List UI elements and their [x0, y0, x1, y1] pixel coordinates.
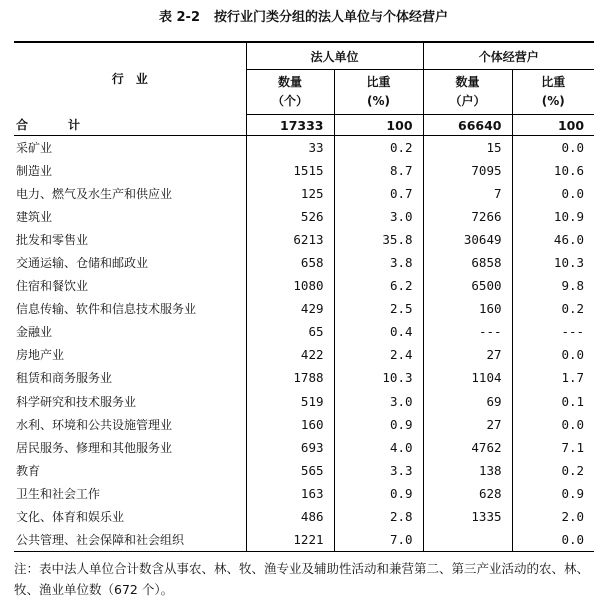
header-individual-share: 比重 (%)	[512, 70, 594, 115]
industry-name-cell: 水利、环境和公共设施管理业	[16, 417, 173, 432]
individual-share-cell: 0.0	[512, 343, 594, 366]
total-legal-share: 100	[334, 115, 423, 136]
header-legal-share: 比重 (%)	[334, 70, 423, 115]
individual-share-cell: 1.7	[512, 366, 594, 389]
legal-share-cell: 0.2	[334, 136, 423, 159]
legal-share-cell: 8.7	[334, 159, 423, 182]
table-row	[14, 228, 594, 251]
legal-share-cell: 3.0	[334, 390, 423, 413]
legal-share-cell: 2.8	[334, 505, 423, 528]
individual-share-cell: 0.0	[512, 182, 594, 205]
table-row	[14, 390, 594, 413]
individual-share-cell: 7.1	[512, 436, 594, 459]
individual-share-cell: 9.8	[512, 274, 594, 297]
individual-count-cell: ---	[423, 320, 512, 343]
individual-share-cell: 10.6	[512, 159, 594, 182]
industry-name-cell: 公共管理、社会保障和社会组织	[14, 528, 246, 551]
legal-share-cell: 0.9	[334, 413, 423, 436]
table-row	[14, 505, 594, 528]
table-row	[14, 274, 594, 297]
total-legal-count: 17333	[246, 115, 334, 136]
header-legal-units: 法人单位	[246, 42, 423, 70]
individual-share-cell: 2.0	[512, 505, 594, 528]
total-label: 合 计	[14, 115, 246, 136]
header-individual-count: 数量 （户）	[423, 70, 512, 115]
table-row	[14, 436, 594, 459]
header-legal-count: 数量 （个）	[246, 70, 334, 115]
individual-share-cell: 0.2	[512, 297, 594, 320]
legal-count-cell: 422	[246, 343, 334, 366]
individual-count-cell: 15	[423, 136, 512, 159]
industry-table	[14, 41, 594, 552]
legal-count-cell: 1080	[246, 274, 334, 297]
legal-share-cell: 6.2	[334, 274, 423, 297]
legal-share-cell: 35.8	[334, 228, 423, 251]
industry-name-cell: 建筑业	[16, 209, 53, 224]
individual-count-cell: 7095	[423, 159, 512, 182]
individual-count-cell: 30649	[423, 228, 512, 251]
table-row	[14, 205, 594, 228]
industry-name-cell: 科学研究和技术服务业	[16, 394, 137, 409]
industry-name-cell: 批发和零售业	[16, 232, 89, 247]
individual-count-cell: 4762	[423, 436, 512, 459]
total-individual-share: 100	[512, 115, 594, 136]
table-row	[14, 297, 594, 320]
individual-share-cell: 0.1	[512, 390, 594, 413]
legal-count-cell: 429	[246, 297, 334, 320]
individual-share-cell: 0.9	[512, 482, 594, 505]
individual-share-cell: 0.0	[512, 136, 594, 159]
individual-share-cell: ---	[512, 320, 594, 343]
table-row	[14, 159, 594, 182]
individual-count-cell: 7266	[423, 205, 512, 228]
individual-share-cell: 0.0	[512, 528, 594, 551]
table-row	[14, 182, 594, 205]
individual-share-cell: 10.9	[512, 205, 594, 228]
individual-count-cell: 628	[423, 482, 512, 505]
legal-count-cell: 163	[246, 482, 334, 505]
legal-count-cell: 1515	[246, 159, 334, 182]
individual-share-cell: 10.3	[512, 251, 594, 274]
individual-count-cell: 69	[423, 390, 512, 413]
industry-name-cell: 采矿业	[16, 140, 53, 155]
legal-count-cell: 1788	[246, 366, 334, 389]
legal-share-cell: 3.0	[334, 205, 423, 228]
table-row	[14, 320, 594, 343]
legal-share-cell: 2.4	[334, 343, 423, 366]
individual-count-cell: 138	[423, 459, 512, 482]
legal-share-cell: 0.7	[334, 182, 423, 205]
legal-count-cell: 65	[246, 320, 334, 343]
industry-name-cell: 信息传输、软件和信息技术服务业	[16, 302, 197, 317]
table-title-text: 按行业门类分组的法人单位与个体经营户	[214, 10, 449, 25]
total-row	[14, 115, 594, 136]
table-row	[14, 413, 594, 436]
legal-share-cell: 0.9	[334, 482, 423, 505]
table-row	[14, 459, 594, 482]
industry-name-cell: 文化、体育和娱乐业	[16, 510, 125, 525]
legal-count-cell: 160	[246, 413, 334, 436]
individual-count-cell: 1104	[423, 366, 512, 389]
header-industry: 行 业	[14, 42, 246, 115]
legal-share-cell: 10.3	[334, 366, 423, 389]
legal-share-cell: 7.0	[334, 528, 423, 551]
industry-name-cell: 教育	[16, 463, 41, 478]
individual-share-cell: 0.2	[512, 459, 594, 482]
industry-name-cell: 租赁和商务服务业	[16, 371, 113, 386]
individual-count-cell: 160	[423, 297, 512, 320]
individual-count-cell: 7	[423, 182, 512, 205]
legal-share-cell: 0.4	[334, 320, 423, 343]
table-title	[0, 6, 607, 25]
legal-count-cell: 519	[246, 390, 334, 413]
table-footnote: 注：表中法人单位合计数含从事农、林、牧、渔专业及辅助性活动和兼营第二、第三产业活动的农、林、牧、渔业单位数（672 个）。	[14, 561, 590, 597]
industry-name-cell: 房地产业	[16, 348, 65, 363]
legal-share-cell: 3.3	[334, 459, 423, 482]
legal-share-cell: 2.5	[334, 297, 423, 320]
industry-name-cell: 交通运输、仓储和邮政业	[16, 256, 149, 271]
table-row	[14, 136, 594, 159]
total-individual-count: 66640	[423, 115, 512, 136]
table-row	[14, 343, 594, 366]
legal-count-cell: 565	[246, 459, 334, 482]
individual-count-cell: 27	[423, 413, 512, 436]
legal-share-cell: 3.8	[334, 251, 423, 274]
individual-share-cell: 46.0	[512, 228, 594, 251]
legal-count-cell: 486	[246, 505, 334, 528]
legal-count-cell: 1221	[246, 528, 334, 551]
individual-share-cell: 0.0	[512, 413, 594, 436]
table-row	[14, 251, 594, 274]
legal-share-cell: 4.0	[334, 436, 423, 459]
table-row	[14, 366, 594, 389]
legal-count-cell: 526	[246, 205, 334, 228]
legal-count-cell: 658	[246, 251, 334, 274]
table-row	[14, 528, 594, 551]
legal-count-cell: 125	[246, 182, 334, 205]
industry-name-cell: 住宿和餐饮业	[16, 279, 89, 294]
legal-count-cell: 6213	[246, 228, 334, 251]
legal-count-cell: 33	[246, 136, 334, 159]
industry-name-cell: 卫生和社会工作	[16, 486, 101, 501]
individual-count-cell: 6500	[423, 274, 512, 297]
legal-count-cell: 693	[246, 436, 334, 459]
individual-count-cell: 6858	[423, 251, 512, 274]
table-row	[14, 482, 594, 505]
industry-name-cell: 电力、燃气及水生产和供应业	[16, 186, 173, 201]
individual-count-cell: 1335	[423, 505, 512, 528]
table-number: 表 2-2	[158, 10, 200, 25]
industry-name-cell: 制造业	[16, 163, 53, 178]
individual-count-cell: 27	[423, 343, 512, 366]
industry-name-cell: 居民服务、修理和其他服务业	[16, 440, 173, 455]
industry-name-cell: 金融业	[16, 325, 53, 340]
individual-count-cell	[423, 528, 512, 551]
header-individual-households: 个体经营户	[423, 42, 594, 70]
